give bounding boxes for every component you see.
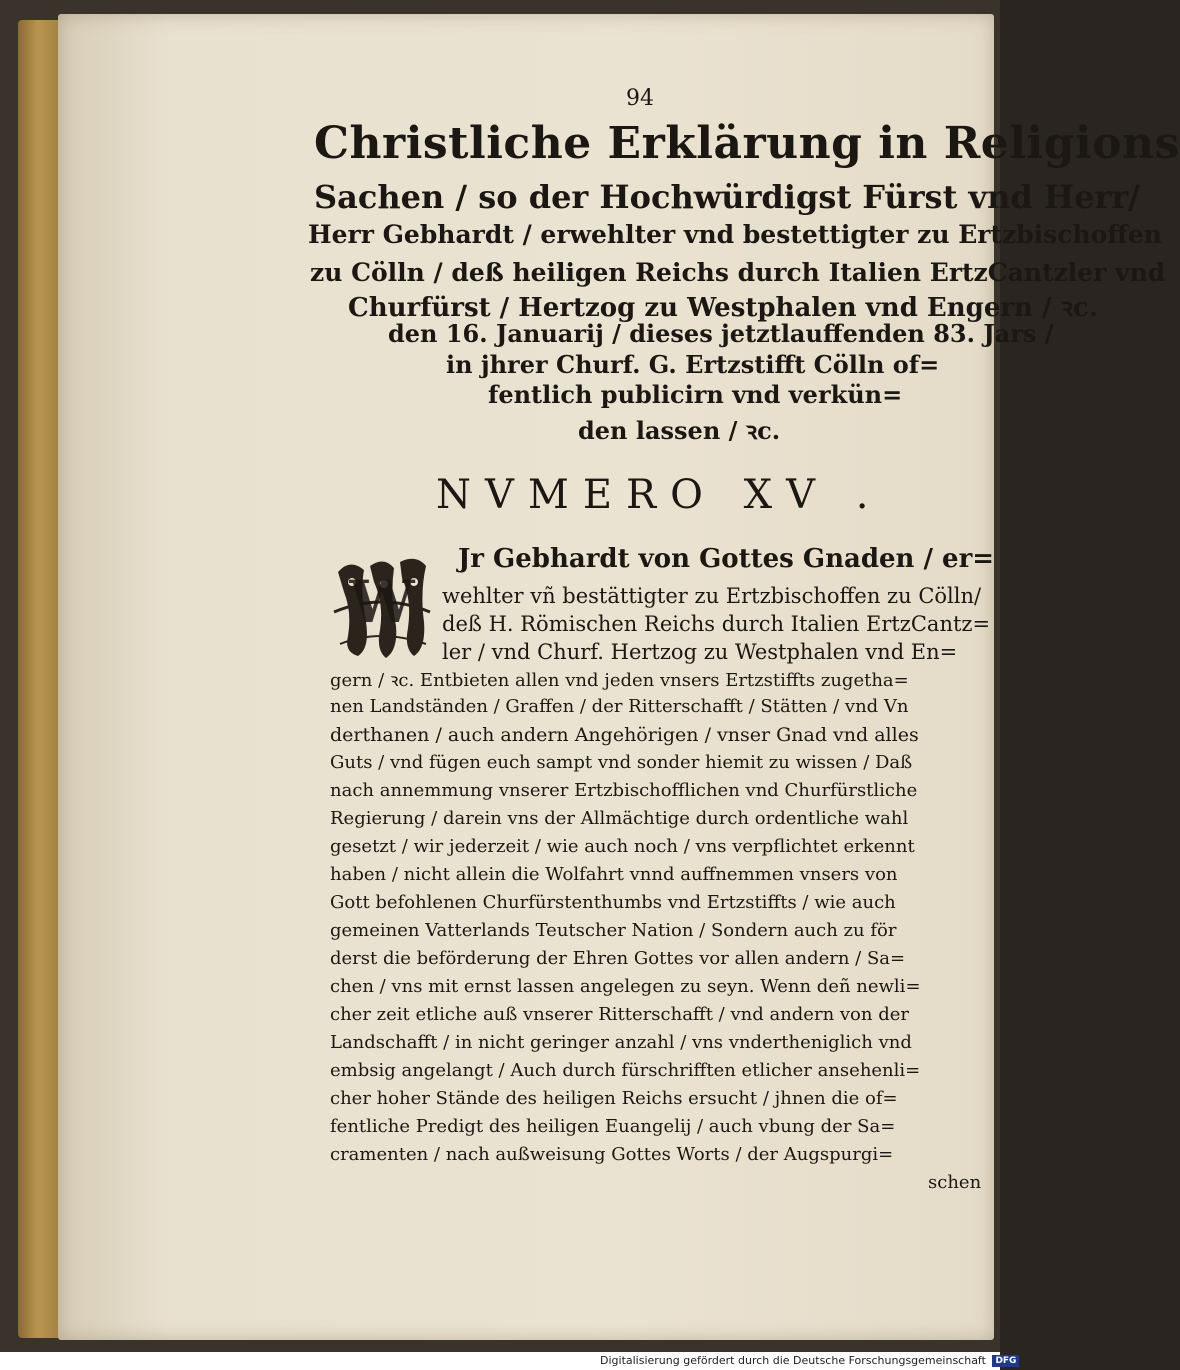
section-heading: NVMERO XV . xyxy=(436,472,883,518)
body-line-19: embsig angelangt / Auch durch fürschrifften etlicher ansehenli= xyxy=(330,1060,921,1081)
page-number: 94 xyxy=(626,86,654,111)
body-line-13: Gott befohlenen Churfürstenthumbs vnd Ertzstiffts / wie auch xyxy=(330,892,896,913)
body-line-3: deß H. Römischen Reichs durch Italien ErtzCantz= xyxy=(442,612,991,636)
title-line-9: den lassen / ꝛc. xyxy=(578,416,781,445)
title-line-4: zu Cölln / deß heiligen Reichs durch Italien ErtzCantzler vnd xyxy=(310,258,1166,287)
body-line-4: ler / vnd Churf. Hertzog zu Westphalen vnd En= xyxy=(442,640,958,664)
title-line-2: Sachen / so der Hochwürdigst Fürst vnd Herr/ xyxy=(314,178,1140,216)
digitization-credit xyxy=(600,1352,1017,1370)
catchword: schen xyxy=(928,1172,982,1193)
body-line-17: cher zeit etliche auß vnserer Ritterschafft / vnd andern von der xyxy=(330,1004,909,1025)
body-line-6: nen Landständen / Graffen / der Ritterschafft / Stätten / vnd Vn xyxy=(330,696,909,717)
title-line-8: fentlich publicirn vnd verkün= xyxy=(488,380,903,409)
title-line-6: den 16. Januarij / dieses jetztlauffenden 83. Jars / xyxy=(388,319,1054,348)
body-line-1: Jr Gebhardt von Gottes Gnaden / er= xyxy=(458,544,995,574)
body-line-15: derst die beförderung der Ehren Gottes vor allen andern / Sa= xyxy=(330,948,906,969)
body-line-21: fentliche Predigt des heiligen Euangelij / auch vbung der Sa= xyxy=(330,1116,896,1137)
title-line-7: in jhrer Churf. G. Ertzstifft Cölln of= xyxy=(446,350,940,379)
body-line-5: gern / ꝛc. Entbieten allen vnd jeden vnsers Ertzstiffts zugetha= xyxy=(330,670,909,691)
body-line-8: Guts / vnd fügen euch sampt vnd sonder hiemit zu wissen / Daß xyxy=(330,752,913,773)
body-line-16: chen / vns mit ernst lassen angelegen zu seyn. Wenn deñ newli= xyxy=(330,976,921,997)
body-line-9: nach annemmung vnserer Ertzbischofflichen vnd Churfürstliche xyxy=(330,780,918,801)
title-line-1: Christliche Erklärung in Religions xyxy=(314,118,1180,169)
ornamental-drop-cap xyxy=(330,552,434,664)
body-line-14: gemeinen Vatterlands Teutscher Nation / Sondern auch zu för xyxy=(330,920,897,941)
dfg-logo: DFG xyxy=(992,1355,1019,1367)
drop-cap-letter: W xyxy=(349,568,415,636)
title-line-5: Churfürst / Hertzog zu Westphalen vnd Engern / ꝛc. xyxy=(348,293,1098,323)
body-line-12: haben / nicht allein die Wolfahrt vnnd auffnemmen vnsers von xyxy=(330,864,898,885)
body-line-2: wehlter vñ bestättigter zu Ertzbischoffen zu Cölln/ xyxy=(442,584,982,608)
body-line-11: gesetzt / wir jederzeit / wie auch noch / vns verpflichtet erkennt xyxy=(330,836,915,857)
body-line-22: cramenten / nach außweisung Gottes Worts / der Augspurgi= xyxy=(330,1144,894,1165)
body-line-20: cher hoher Stände des heiligen Reichs ersucht / jhnen die of= xyxy=(330,1088,898,1109)
body-line-10: Regierung / darein vns der Allmächtige durch ordentliche wahl xyxy=(330,808,909,829)
footer-strip xyxy=(0,1352,600,1370)
title-line-3: Herr Gebhardt / erwehlter vnd bestettigter zu Ertzbischoffen xyxy=(308,220,1162,249)
credit-text: Digitalisierung gefördert durch die Deutsche Forschungsgemeinschaft xyxy=(600,1354,986,1367)
body-line-18: Landschafft / in nicht geringer anzahl / vns vndertheniglich vnd xyxy=(330,1032,912,1053)
body-line-7: derthanen / auch andern Angehörigen / vnser Gnad vnd alles xyxy=(330,724,919,746)
